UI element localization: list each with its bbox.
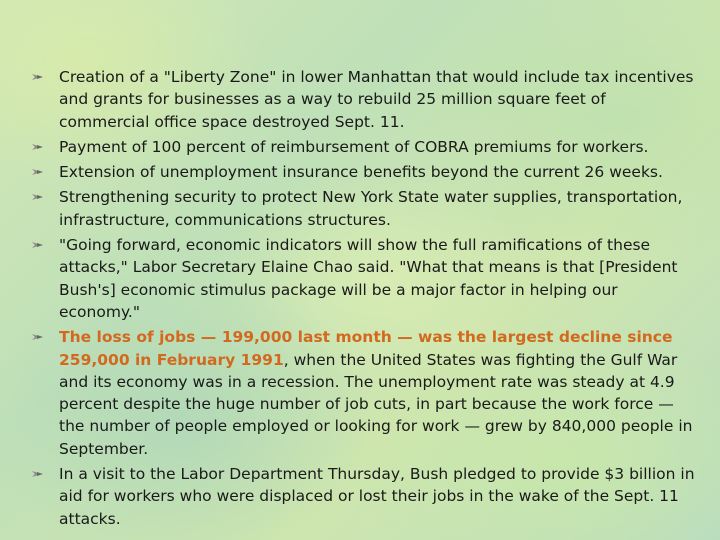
bullet-text: In a visit to the Labor Department Thursday, Bush pledged to provide $3 billion in aid for workers who were displaced or lost their jobs in the wake of the Sept. 11 attacks. — [59, 465, 695, 528]
bullet-text: Payment of 100 percent of reimbursement of COBRA premiums for workers. — [59, 137, 649, 156]
bullet-text: Creation of a "Liberty Zone" in lower Manhattan that would include tax incentives and grants for businesses as a way to rebuild 25 million square feet of commercial office space destroyed Sept. 11. — [59, 68, 694, 131]
arrow-bullet-icon — [28, 326, 48, 348]
bullet-item-cobra — [28, 136, 696, 158]
bullet-text: Extension of unemployment insurance benefits beyond the current 26 weeks. — [59, 163, 663, 182]
bullet-item-security — [28, 186, 696, 231]
bullet-item-chao-quote — [28, 234, 696, 323]
arrow-bullet-icon — [28, 234, 48, 256]
arrow-bullet-icon — [28, 66, 48, 88]
highlighted-text: The loss of jobs — 199,000 last month — was the largest decline since 259,000 in February 1991 — [59, 328, 673, 369]
arrow-bullet-icon — [28, 463, 48, 485]
arrow-bullet-icon — [28, 136, 48, 158]
bullet-item-job-loss — [28, 326, 696, 460]
bullet-item-liberty-zone — [28, 66, 696, 133]
bullet-text: "Going forward, economic indicators will show the full ramifications of these attacks," Labor Secretary Elaine Chao said. "What that means is that [President Bush's] economic stimulus package will be a major factor in helping our economy." — [59, 236, 678, 321]
bullet-item-unemployment — [28, 161, 696, 183]
bullet-text: , when the United States was fighting the Gulf War and its economy was in a recession. The unemployment rate was steady at 4.9 percent despite the huge number of job cuts, in part because the work force — the number of people employed or looking for work — grew by 840,000 people in September. — [59, 350, 693, 458]
bullet-item-aid-pledge — [28, 463, 696, 530]
bullet-text: Strengthening security to protect New York State water supplies, transportation, infrastructure, communications structures. — [59, 188, 683, 229]
arrow-bullet-icon — [28, 186, 48, 208]
arrow-bullet-icon — [28, 161, 48, 183]
bullet-list — [28, 66, 696, 533]
